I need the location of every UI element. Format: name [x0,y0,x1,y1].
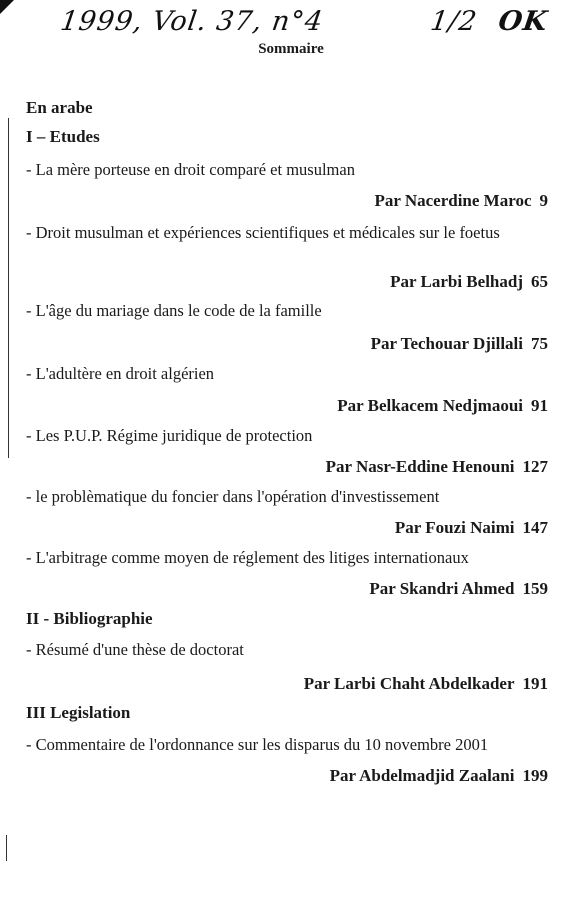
article-author-line [304,674,548,694]
article-title: - L'âge du mariage dans le code de la famille [26,301,322,320]
handwritten-ok-mark: OK [496,6,550,37]
article-author: Par Nacerdine Maroc [374,191,532,210]
article-author-line [390,272,548,292]
article-page-number: 159 [522,579,548,598]
handwritten-fraction: 1/2 [428,6,480,37]
article-author-line [395,518,548,538]
scan-corner-mark [0,0,14,14]
article-page-number: 199 [522,766,548,785]
article-author-line [330,766,548,786]
language-heading: En arabe [26,98,93,117]
article-author: Par Techouar Djillali [370,334,523,353]
scan-edge-line [6,835,7,861]
article-page-number: 147 [522,518,548,537]
article-author: Par Larbi Chaht Abdelkader [303,674,515,693]
article-page-number: 91 [531,396,548,415]
article-title: - L'arbitrage comme moyen de réglement des litiges internationaux [26,548,469,567]
article-author: Par Larbi Belhadj [390,272,523,291]
article-page-number: 127 [522,457,548,476]
article-title: - Droit musulman et expériences scientifiques et médicales sur le foetus [26,223,500,242]
scan-edge-line [8,118,9,458]
section-heading: II - Bibliographie [26,609,153,628]
article-author: Par Nasr-Eddine Henouni [325,457,515,476]
article-author-line [371,334,548,354]
article-title: - Commentaire de l'ordonnance sur les disparus du 10 novembre 2001 [26,735,489,754]
article-title: - Résumé d'une thèse de doctorat [26,640,244,659]
section-heading: III Legislation [26,703,131,722]
article-page-number: 65 [531,272,548,291]
article-author: Par Belkacem Nedjmaoui [337,396,523,415]
article-author-line [374,191,548,211]
page-title: Sommaire [258,41,324,57]
handwritten-reference: 1999, Vol. 37, n°4 [58,6,326,37]
article-page-number: 191 [522,674,548,693]
section-heading: I – Etudes [26,127,100,146]
article-title: - le problèmatique du foncier dans l'opération d'investissement [26,487,440,506]
article-title: - La mère porteuse en droit comparé et musulman [26,160,355,179]
article-author: Par Abdelmadjid Zaalani [329,766,515,785]
article-author-line [326,457,548,477]
article-title: - Les P.U.P. Régime juridique de protection [26,426,313,445]
article-page-number: 75 [531,334,548,353]
article-author: Par Fouzi Naimi [394,518,515,537]
article-title: - L'adultère en droit algérien [26,364,215,383]
article-author-line [369,579,548,599]
article-page-number: 9 [539,191,548,210]
article-author: Par Skandri Ahmed [369,579,515,598]
article-author-line [337,396,548,416]
